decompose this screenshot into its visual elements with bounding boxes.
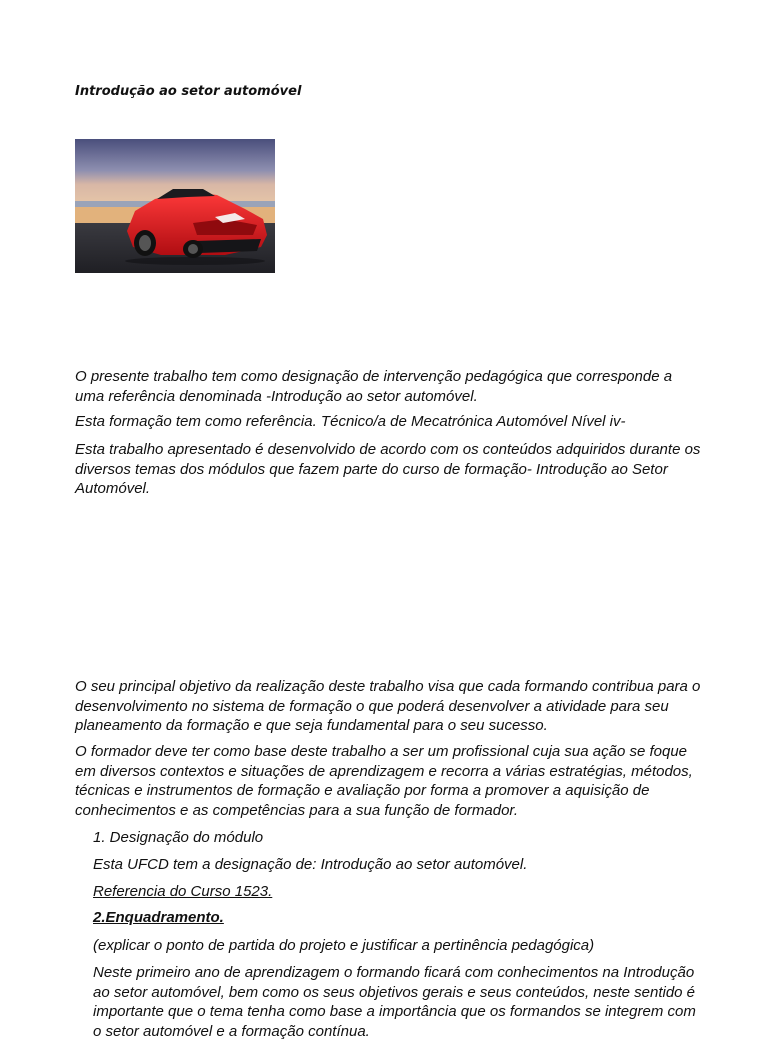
car-image <box>75 139 275 273</box>
module-heading: 1. Designação do módulo <box>93 829 264 846</box>
module-designation: Esta UFCD tem a designação de: Introdução ao setor automóvel. <box>93 856 528 873</box>
objective-paragraph: O seu principal objetivo da realização deste trabalho visa que cada formando contribua para o desenvolvimento no sistema de formação o que poderá desenvolver a atividade para seu planeamento da formação e que seja fundamental para o seu sucesso. <box>75 678 701 734</box>
intro-paragraph-3: Esta trabalho apresentado é desenvolvido de acordo com os conteúdos adquiridos durante os diversos temas dos módulos que fazem parte do curso de formação- Introdução ao Setor Automóvel. <box>75 441 701 497</box>
intro-paragraph-2: Esta formação tem como referência. Técnico/a de Mecatrónica Automóvel Nível iv- <box>75 413 626 430</box>
framework-paragraph: Neste primeiro ano de aprendizagem o formando ficará com conhecimentos na Introdução ao setor automóvel, bem como os seus objetivos gerais e seus conteúdos, neste sentido é importante que o tema tenha como base a importância que os formandos se integrem com o setor automóvel e a formação contínua. <box>93 964 696 1040</box>
document-title: Introdução ao setor automóvel <box>75 84 302 99</box>
intro-paragraph-1: O presente trabalho tem como designação de intervenção pedagógica que corresponde a uma referência denominada -Introdução ao setor automóvel. <box>75 368 673 405</box>
framework-heading: 2.Enquadramento. <box>93 909 224 926</box>
red-sports-car-photo-icon <box>75 139 275 273</box>
trainer-paragraph: O formador deve ter como base deste trabalho a ser um profissional cuja sua ação se foque em diversos contextos e situações de aprendizagem e recorra a várias estratégias, métodos, técnicas e instrumentos de formação e avaliação por forma a promover a aquisição de conhecimentos e as competências para a sua função de formador. <box>75 743 693 819</box>
course-reference: Referencia do Curso 1523. <box>93 883 273 900</box>
framework-note: (explicar o ponto de partida do projeto e justificar a pertinência pedagógica) <box>93 937 595 954</box>
